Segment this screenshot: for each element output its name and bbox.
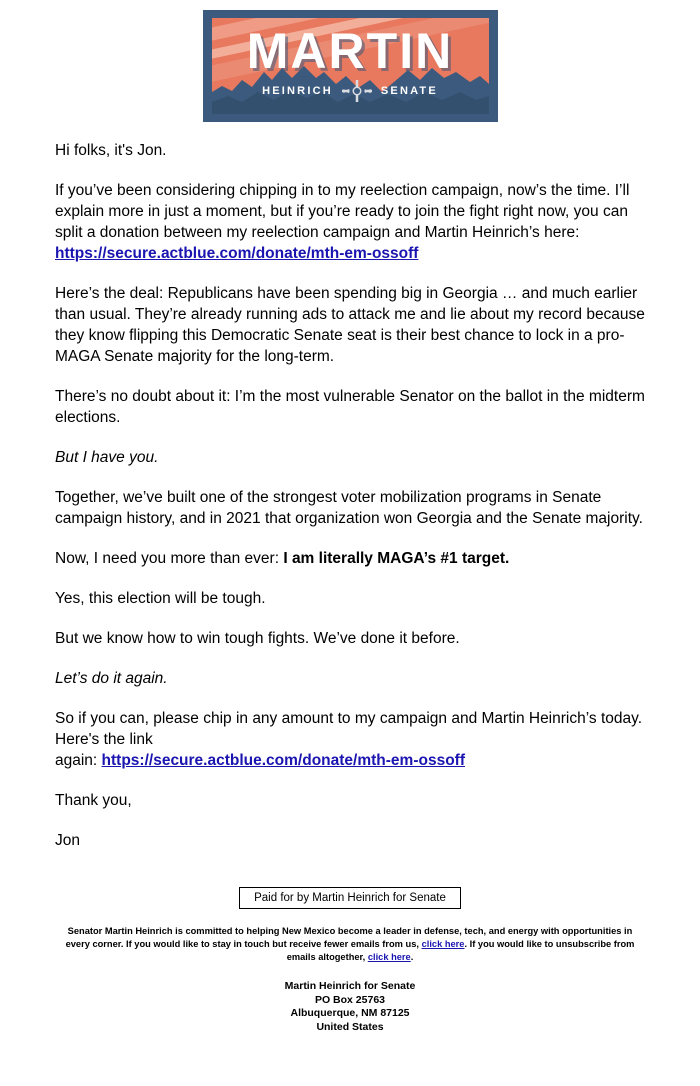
paragraph-signature: Jon — [55, 832, 80, 849]
unsubscribe-link[interactable]: click here — [367, 952, 411, 962]
zia-sun-symbol-icon — [342, 80, 372, 102]
paragraph-but-i-have-you: But I have you. — [55, 449, 159, 466]
address-line-org: Martin Heinrich for Senate — [284, 980, 416, 992]
paragraph-maga-target-lead: Now, I need you more than ever: — [55, 550, 284, 567]
paragraph-chip-in — [55, 708, 645, 771]
disclaimer-text-3: . — [410, 952, 414, 962]
address-line-country: United States — [316, 1020, 384, 1033]
email-footer — [0, 887, 700, 1034]
paragraph-mobilization: Together, we’ve built one of the strongest voter mobilization programs in Senate campaign history, and in 2021 that organization won Georgia and the Senate majority. — [55, 489, 643, 527]
paragraph-tough-election: Yes, this election will be tough. — [55, 590, 266, 607]
campaign-logo[interactable] — [203, 10, 498, 122]
paragraph-chip-in-line1: So if you can, please chip in any amount to my campaign and Martin Heinrich’s today. Here's the link — [55, 710, 643, 748]
paragraph-maga-target-emphasis: I am literally MAGA’s #1 target. — [283, 550, 510, 567]
address-line-city: Albuquerque, NM 87125 — [290, 1007, 410, 1019]
fewer-emails-link[interactable]: click here — [421, 939, 465, 949]
logo-inner-field — [212, 18, 489, 114]
disclaimer-text-1: Senator Martin Heinrich is committed to helping New Mexico become a leader in defense, tech, and energy with opportunities in every corner. If you would like to stay in touch but receive fewer emails from us, — [65, 926, 633, 949]
footer-disclaimer — [55, 925, 645, 964]
paragraph-closing: Thank you, — [55, 792, 132, 809]
logo-subtitle-left: HEINRICH — [262, 85, 333, 97]
logo-subtitle-bar — [212, 80, 489, 102]
paragraph-maga-target — [55, 548, 645, 569]
mailing-address — [40, 980, 660, 1034]
logo-wordmark: MARTIN — [246, 23, 454, 79]
logo-subtitle-right: SENATE — [380, 85, 438, 97]
donate-link-primary[interactable]: https://secure.actblue.com/donate/mth-em-ossoff — [55, 245, 419, 262]
address-line-pobox: PO Box 25763 — [314, 993, 386, 1006]
paragraph-win-tough-fights: But we know how to win tough fights. We’ve done it before. — [55, 630, 460, 647]
message-body — [0, 140, 700, 851]
paragraph-vulnerable-senator: There’s no doubt about it: I’m the most vulnerable Senator on the ballot in the midterm elections. — [55, 388, 645, 426]
disclaimer-text-2: . If you would like to unsubscribe from emails altogether, — [286, 939, 635, 962]
logo-container — [0, 0, 700, 122]
paragraph-intro-text: If you’ve been considering chipping in to my reelection campaign, now’s the time. I’ll explain more in just a moment, but if you’re ready to join the fight right now, you can split a donation between my reelection campaign and Martin Heinrich’s here: — [55, 182, 630, 241]
paragraph-lets-do-it-again: Let’s do it again. — [55, 670, 168, 687]
paragraph-intro — [55, 180, 645, 264]
paragraph-republicans-spending: Here’s the deal: Republicans have been spending big in Georgia … and much earlier than usual. They’re already running ads to attack me and lie about my record because they know flipping this Democratic Senate seat is their best chance to lock in a pro-MAGA Senate majority for the long-term. — [55, 285, 645, 365]
paragraph-greeting: Hi folks, it's Jon. — [55, 142, 167, 159]
donate-link-secondary[interactable]: https://secure.actblue.com/donate/mth-em-ossoff — [101, 752, 465, 769]
paid-for-by-box: Paid for by Martin Heinrich for Senate — [239, 887, 461, 909]
paragraph-chip-in-prefix: again: — [55, 752, 102, 769]
